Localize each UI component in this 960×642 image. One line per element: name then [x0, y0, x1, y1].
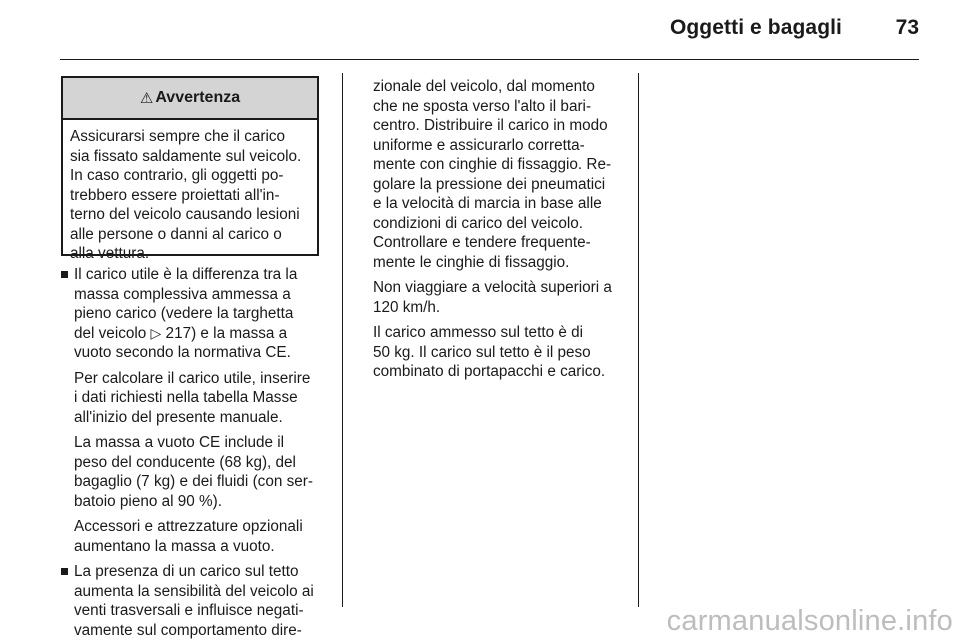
bullet-square-icon	[61, 568, 68, 575]
text-line: aumenta la sensibilità del veicolo ai	[74, 582, 314, 600]
section-title: Oggetti e bagagli	[669, 16, 842, 39]
page-header	[0, 0, 960, 62]
text-line: che ne sposta verso l'alto il bari-	[373, 97, 592, 115]
page-number: 73	[895, 16, 919, 39]
warning-triangle-icon: ⚠	[139, 90, 154, 107]
text-line: mente con cinghie di fissaggio. Re-	[373, 156, 612, 173]
text-line: La massa a vuoto CE include il	[74, 434, 285, 451]
warning-line: alla vettura.	[70, 245, 150, 262]
text-line: combinato di portapacchi e carico.	[373, 363, 606, 380]
text-line: zionale del veicolo, dal momento	[373, 78, 595, 95]
column-divider-left	[342, 73, 343, 607]
warning-header	[63, 78, 317, 120]
header-divider	[60, 59, 919, 60]
text-line: venti trasversali e influisce negati-	[74, 602, 304, 619]
text-fragment: del veicolo	[74, 324, 151, 342]
text-line: 50 kg. Il carico sul tetto è il peso	[373, 343, 591, 361]
text-line: Accessori e attrezzature opzionali	[74, 518, 303, 535]
text-line: Per calcolare il carico utile, inserire	[74, 369, 311, 387]
warning-line: terno del veicolo causando lesioni	[70, 206, 300, 223]
paragraph	[373, 278, 625, 317]
text-line: aumentano la massa a vuoto.	[74, 537, 275, 555]
text-line: peso del conducente (68 kg), del	[74, 453, 296, 471]
text-line: mente le cinghie di fissaggio.	[373, 253, 570, 271]
text-line-with-reference	[74, 324, 333, 344]
warning-text	[63, 120, 317, 264]
bullet-square-icon	[61, 271, 68, 278]
bullet-item-roof-load	[61, 562, 333, 640]
warning-line: Assicurarsi sempre che il carico	[70, 128, 286, 145]
text-line: vuoto secondo la normativa CE.	[74, 344, 291, 361]
text-line: centro. Distribuire il carico in modo	[373, 117, 608, 134]
text-line: Il carico utile è la differenza tra la	[74, 266, 298, 283]
paragraph	[373, 323, 625, 382]
right-column	[373, 77, 625, 382]
text-line: e la velocità di marcia in base alle	[373, 195, 602, 212]
left-column	[61, 265, 333, 640]
page-reference-arrow-icon: ▷	[150, 324, 162, 341]
text-line: i dati richiesti nella tabella Masse	[74, 389, 298, 406]
paragraph	[373, 77, 625, 272]
bullet-item-payload	[61, 265, 333, 556]
page-reference-text: 217) e la massa a	[161, 324, 288, 342]
warning-line: alle persone o danni al carico o	[70, 225, 282, 243]
text-line: vamente sul comportamento dire-	[74, 621, 302, 639]
text-line: Il carico ammesso sul tetto è di	[373, 324, 583, 341]
warning-line: sia fissato saldamente sul veicolo.	[70, 147, 302, 165]
text-line: massa complessiva ammessa a	[74, 285, 291, 303]
text-line: uniforme e assicurarlo corretta-	[373, 136, 585, 154]
text-line: La presenza di un carico sul tetto	[74, 563, 299, 580]
text-line: 120 km/h.	[373, 298, 441, 316]
watermark: carmanualsonline.info	[666, 605, 953, 637]
text-line: Controllare e tendere frequente-	[373, 234, 591, 251]
warning-line: In caso contrario, gli oggetti po-	[70, 167, 284, 184]
text-line: bagaglio (7 kg) e dei fluidi (con ser-	[74, 473, 313, 490]
warning-box	[61, 76, 319, 262]
text-line: golare la pressione dei pneumatici	[373, 175, 606, 193]
text-line: Non viaggiare a velocità superiori a	[373, 279, 612, 296]
text-line: pieno carico (vedere la targhetta	[74, 305, 294, 322]
text-line: all'inizio del presente manuale.	[74, 408, 283, 426]
column-divider-right	[638, 73, 639, 607]
text-line: condizioni di carico del veicolo.	[373, 214, 584, 232]
warning-line: trebbero essere proiettati all'in-	[70, 186, 280, 204]
warning-title: Avvertenza	[155, 89, 241, 106]
text-line: batoio pieno al 90 %).	[74, 492, 222, 510]
